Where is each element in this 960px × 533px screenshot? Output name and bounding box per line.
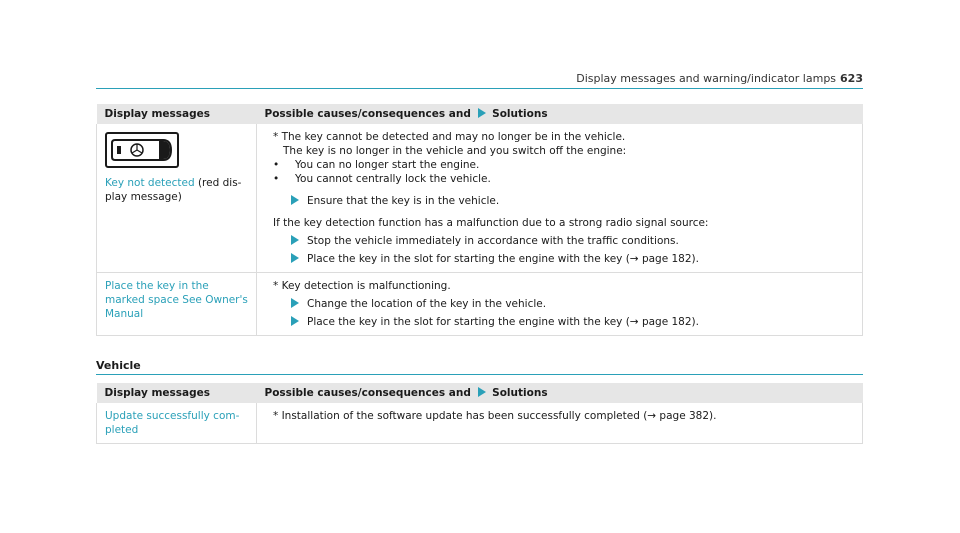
col-header-solutions-label: Solutions xyxy=(492,387,548,399)
cause-text: * The key cannot be detected and may no longer be in the vehicle. xyxy=(273,131,626,143)
table-row xyxy=(97,124,863,273)
solution-step: Ensure that the key is in the vehicle. xyxy=(265,194,854,208)
solution-arrow-icon xyxy=(478,387,486,397)
message-note-2: play message) xyxy=(105,191,182,203)
solution-step: Change the location of the key in the vehicle. xyxy=(265,297,854,311)
solution-arrow-icon xyxy=(291,316,299,326)
solution-arrow-icon xyxy=(291,298,299,308)
messages-table-1 xyxy=(96,104,863,336)
cause-text: * Key detection is malfunctioning. xyxy=(273,280,451,292)
header-title: Display messages and warning/indicator lamps xyxy=(576,72,837,85)
solution-arrow-icon xyxy=(478,108,486,118)
col-header-display-messages: Display messages xyxy=(97,383,257,403)
messages-table-2 xyxy=(96,383,863,444)
running-header xyxy=(576,72,863,85)
cause-text: * Installation of the software update has been successfully completed (→ page 382). xyxy=(273,410,717,422)
col-header-solutions-label: Solutions xyxy=(492,108,548,120)
col-header-causes xyxy=(257,104,863,124)
table-header-row xyxy=(97,383,863,403)
col-header-display-messages: Display messages xyxy=(97,104,257,124)
message-update-completed: Update successfully com- xyxy=(105,410,240,422)
section-rule xyxy=(96,374,863,375)
table-row xyxy=(97,273,863,336)
col-header-causes xyxy=(257,383,863,403)
col-header-causes-label: Possible causes/consequences and xyxy=(264,108,471,120)
table-header-row xyxy=(97,104,863,124)
page-number: 623 xyxy=(840,72,863,85)
bullet-item: • You can no longer start the engine. xyxy=(265,158,854,172)
causes-cell xyxy=(257,124,863,273)
page-header xyxy=(96,69,863,89)
message-place-key: Manual xyxy=(105,308,144,320)
solution-step: Place the key in the slot for starting the engine with the key (→ page 182). xyxy=(265,315,854,329)
solution-arrow-icon xyxy=(291,235,299,245)
message-cell xyxy=(97,273,257,336)
section-title-vehicle: Vehicle xyxy=(96,359,141,372)
table-row xyxy=(97,403,863,444)
cause-text: If the key detection function has a malfunction due to a strong radio signal source: xyxy=(273,217,709,229)
causes-cell xyxy=(257,403,863,444)
message-update-completed: pleted xyxy=(105,424,139,436)
solution-step: Stop the vehicle immediately in accordance with the traffic conditions. xyxy=(265,234,854,248)
message-place-key: Place the key in the xyxy=(105,280,209,292)
solution-step: Place the key in the slot for starting the engine with the key (→ page 182). xyxy=(265,252,854,266)
cause-text: The key is no longer in the vehicle and you switch off the engine: xyxy=(283,145,627,157)
message-note-1: (red dis- xyxy=(194,177,242,189)
message-cell xyxy=(97,124,257,273)
message-place-key: marked space See Owner's xyxy=(105,294,248,306)
solution-arrow-icon xyxy=(291,253,299,263)
causes-cell xyxy=(257,273,863,336)
message-cell xyxy=(97,403,257,444)
message-key-not-detected: Key not detected xyxy=(105,177,195,189)
col-header-causes-label: Possible causes/consequences and xyxy=(264,387,471,399)
header-rule xyxy=(96,88,863,89)
bullet-item: • You cannot centrally lock the vehicle. xyxy=(265,172,854,186)
solution-arrow-icon xyxy=(291,195,299,205)
key-fob-icon xyxy=(105,132,179,168)
